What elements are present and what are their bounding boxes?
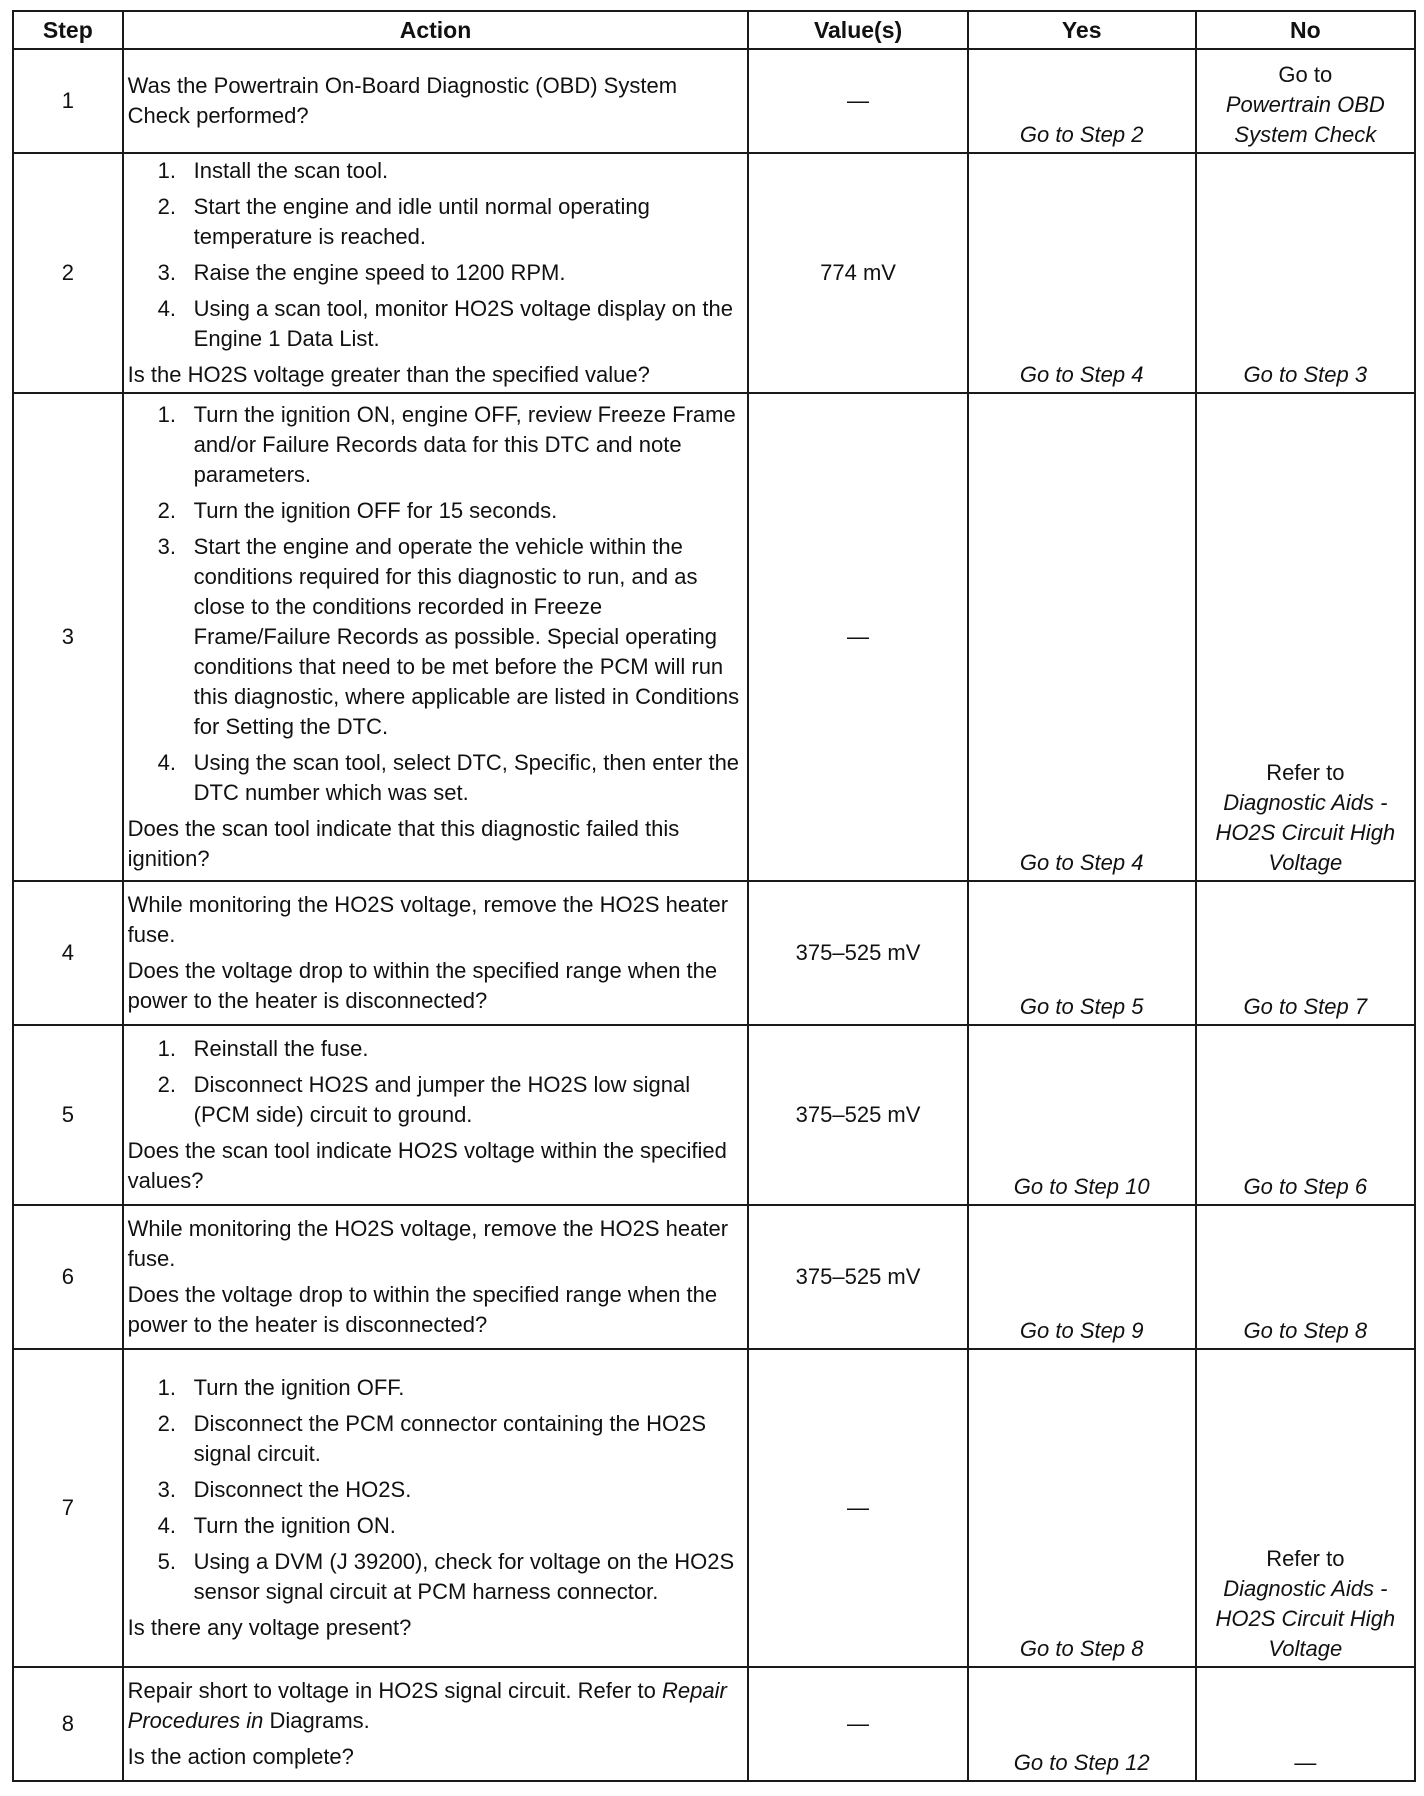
no-italic-text: Powertrain OBD System Check — [1225, 92, 1385, 147]
action-list — [128, 1034, 742, 1130]
table-row — [13, 393, 1415, 881]
action-cell — [123, 881, 749, 1025]
yes-cell — [968, 881, 1196, 1025]
table-row — [13, 49, 1415, 153]
action-list — [128, 1373, 742, 1607]
action-item: 3. Raise the engine speed to 1200 RPM. — [157, 260, 566, 285]
diagnostic-table — [12, 10, 1416, 1782]
value-cell: 375–525 mV — [748, 1025, 967, 1205]
yes-text: Go to Step 4 — [1019, 362, 1144, 387]
yes-text: Go to Step 8 — [1019, 1636, 1144, 1661]
value-cell: — — [748, 393, 967, 881]
no-italic-text: Go to Step 3 — [1243, 362, 1368, 387]
action-item: 3. Disconnect the HO2S. — [157, 1477, 412, 1502]
intro-text: While monitoring the HO2S voltage, remove the HO2S heater fuse. — [127, 892, 729, 947]
action-item: 4. Using a scan tool, monitor HO2S voltage display on the Engine 1 Data List. — [157, 296, 733, 351]
action-item: 2. Disconnect HO2S and jumper the HO2S low signal (PCM side) circuit to ground. — [157, 1072, 691, 1127]
action-cell — [123, 1025, 749, 1205]
header-yes: Yes — [968, 11, 1196, 49]
table-row — [13, 1667, 1415, 1781]
header-action: Action — [123, 11, 749, 49]
yes-text: Go to Step 12 — [1013, 1750, 1150, 1775]
question-text: Does the voltage drop to within the specified range when the power to the heater is disconnected? — [127, 958, 718, 1013]
action-item: 1. Install the scan tool. — [157, 158, 389, 183]
question-text: Was the Powertrain On-Board Diagnostic (OBD) System Check performed? — [127, 73, 678, 128]
question-text: Is the action complete? — [127, 1744, 354, 1769]
action-item: 1. Turn the ignition OFF. — [157, 1375, 405, 1400]
yes-text: Go to Step 4 — [1019, 850, 1144, 875]
yes-cell — [968, 153, 1196, 393]
no-plain-text: Refer to — [1266, 760, 1345, 785]
question-text: Is the HO2S voltage greater than the specified value? — [127, 362, 650, 387]
action-list — [128, 400, 742, 808]
action-item: 2. Turn the ignition OFF for 15 seconds. — [157, 498, 558, 523]
value-cell: — — [748, 49, 967, 153]
action-item: 3. Start the engine and operate the vehicle within the conditions required for this diagnostic to run, and as close to the conditions recorded in Freeze Frame/Failure Records as possible. Special operating conditions that need to be met before the PCM will run this diagnostic, where applicable are listed in Conditions for Setting the DTC. — [157, 534, 740, 739]
no-italic-text: — — [1294, 1750, 1317, 1775]
no-plain-text: Refer to — [1266, 1546, 1345, 1571]
header-step: Step — [13, 11, 123, 49]
yes-cell — [968, 393, 1196, 881]
yes-cell — [968, 1349, 1196, 1667]
question-text: Is there any voltage present? — [127, 1615, 412, 1640]
step-number: 7 — [13, 1349, 123, 1667]
no-italic-text: Go to Step 8 — [1243, 1318, 1368, 1343]
action-item: 1. Reinstall the fuse. — [157, 1036, 369, 1061]
table-row — [13, 881, 1415, 1025]
yes-cell — [968, 1025, 1196, 1205]
no-plain-text: Go to — [1278, 62, 1333, 87]
value-cell: 375–525 mV — [748, 881, 967, 1025]
header-values: Value(s) — [748, 11, 967, 49]
header-no: No — [1196, 11, 1415, 49]
action-item: 4. Using the scan tool, select DTC, Specific, then enter the DTC number which was set. — [157, 750, 740, 805]
table-row — [13, 1349, 1415, 1667]
question-text: Does the voltage drop to within the specified range when the power to the heater is disconnected? — [127, 1282, 718, 1337]
intro-text: Repair short to voltage in HO2S signal circuit. Refer to Repair Procedures in Diagrams. — [127, 1678, 727, 1733]
action-cell — [123, 49, 749, 153]
value-cell: — — [748, 1349, 967, 1667]
no-italic-text: Go to Step 6 — [1243, 1174, 1368, 1199]
action-item: 4. Turn the ignition ON. — [157, 1513, 396, 1538]
action-item: 2. Start the engine and idle until normal operating temperature is reached. — [157, 194, 650, 249]
table-row — [13, 1205, 1415, 1349]
step-number: 8 — [13, 1667, 123, 1781]
intro-text: While monitoring the HO2S voltage, remove the HO2S heater fuse. — [127, 1216, 729, 1271]
no-cell — [1196, 1205, 1415, 1349]
action-cell — [123, 393, 749, 881]
step-number: 5 — [13, 1025, 123, 1205]
yes-text: Go to Step 5 — [1019, 994, 1144, 1019]
yes-text: Go to Step 2 — [1019, 122, 1144, 147]
yes-cell — [968, 1667, 1196, 1781]
value-cell: 774 mV — [748, 153, 967, 393]
action-cell — [123, 1349, 749, 1667]
no-cell — [1196, 1349, 1415, 1667]
action-cell — [123, 1667, 749, 1781]
action-list — [128, 156, 742, 354]
step-number: 1 — [13, 49, 123, 153]
no-italic-text: Go to Step 7 — [1243, 994, 1368, 1019]
value-cell: 375–525 mV — [748, 1205, 967, 1349]
question-text: Does the scan tool indicate HO2S voltage within the specified values? — [127, 1138, 727, 1193]
action-item: 5. Using a DVM (J 39200), check for voltage on the HO2S sensor signal circuit at PCM harness connector. — [157, 1549, 735, 1604]
no-cell — [1196, 153, 1415, 393]
no-italic-text: Diagnostic Aids - HO2S Circuit High Voltage — [1215, 1576, 1396, 1661]
step-number: 6 — [13, 1205, 123, 1349]
value-cell: — — [748, 1667, 967, 1781]
action-item: 1. Turn the ignition ON, engine OFF, review Freeze Frame and/or Failure Records data for this DTC and note parameters. — [157, 402, 736, 487]
step-number: 2 — [13, 153, 123, 393]
table-row — [13, 1025, 1415, 1205]
action-item: 2. Disconnect the PCM connector containing the HO2S signal circuit. — [157, 1411, 707, 1466]
yes-text: Go to Step 10 — [1013, 1174, 1150, 1199]
action-cell — [123, 1205, 749, 1349]
question-text: Does the scan tool indicate that this diagnostic failed this ignition? — [127, 816, 680, 871]
yes-text: Go to Step 9 — [1019, 1318, 1144, 1343]
step-number: 3 — [13, 393, 123, 881]
no-cell — [1196, 881, 1415, 1025]
no-italic-text: Diagnostic Aids - HO2S Circuit High Voltage — [1215, 790, 1396, 875]
no-cell — [1196, 393, 1415, 881]
no-cell — [1196, 1025, 1415, 1205]
yes-cell — [968, 1205, 1196, 1349]
step-number: 4 — [13, 881, 123, 1025]
table-row — [13, 153, 1415, 393]
action-cell — [123, 153, 749, 393]
no-cell — [1196, 49, 1415, 153]
header-row — [13, 11, 1415, 49]
no-cell — [1196, 1667, 1415, 1781]
yes-cell — [968, 49, 1196, 153]
